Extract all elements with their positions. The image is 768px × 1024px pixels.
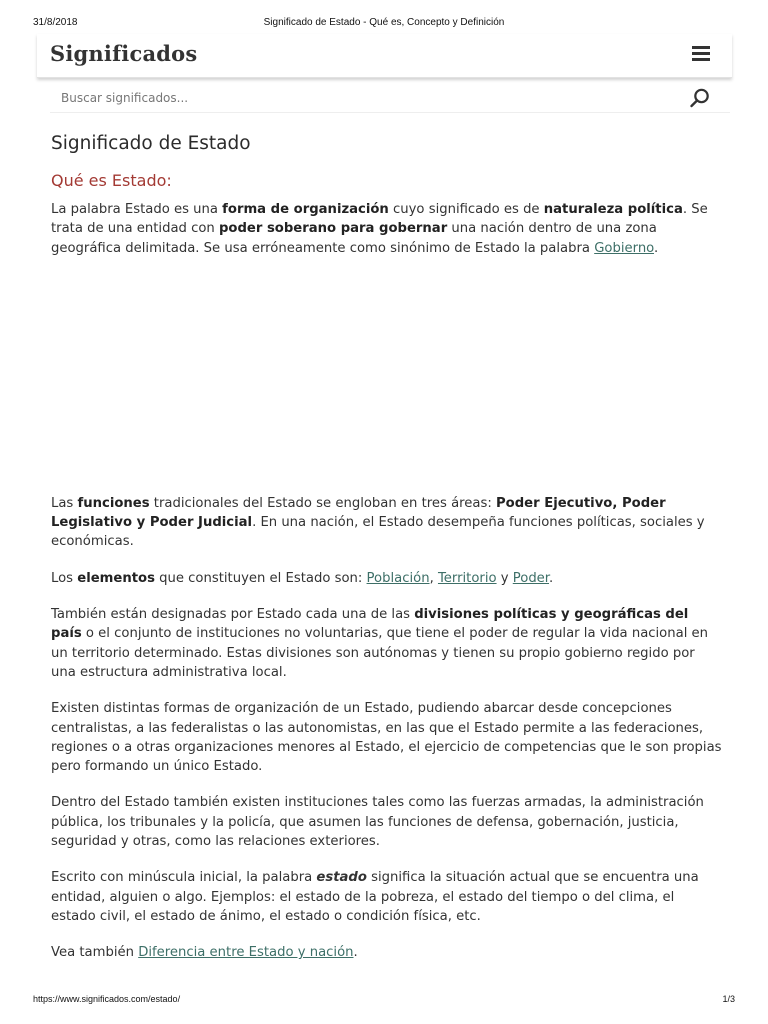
text: . bbox=[353, 945, 358, 961]
menu-bar bbox=[692, 46, 710, 49]
text: una nación dentro de una zona geográfica delimitada. Se usa erróneamente como sinónimo de Estado la palabra bbox=[51, 221, 657, 256]
site-header bbox=[37, 34, 732, 78]
instituciones-paragraph: Dentro del Estado también existen instituciones tales como las fuerzas armadas, la administración pública, los tribunales y la policía, que asumen las funciones de defensa, gobernación, justicia, seguridad y otras, como las relaciones exteriores. bbox=[51, 795, 704, 850]
bold-text: forma de organización bbox=[222, 202, 389, 217]
site-logo[interactable]: Significados bbox=[50, 41, 198, 66]
text: . bbox=[549, 570, 554, 586]
intro-paragraph bbox=[51, 200, 723, 258]
print-url: https://www.significados.com/estado/ bbox=[33, 994, 181, 1004]
print-title: Significado de Estado - Qué es, Concepto y Definición bbox=[263, 17, 505, 28]
bold-text: elementos bbox=[77, 570, 155, 586]
elementos-paragraph bbox=[51, 569, 723, 588]
funciones-paragraph bbox=[51, 494, 723, 552]
bold-text: divisiones políticas y geográficas del país bbox=[51, 607, 689, 642]
text: También están designadas por Estado cada una de las bbox=[51, 607, 415, 623]
formas-paragraph: Existen distintas formas de organización de un Estado, pudiendo abarcar desde concepciones centralistas, a las federalistas o las autonomistas, en las que el Estado permite a las federaciones, regiones o a otras organizaciones menores al Estado, el ejercicio de competencias que le son propias pero formando un único Estado. bbox=[51, 701, 722, 775]
search-bar bbox=[50, 83, 730, 113]
article bbox=[51, 132, 723, 963]
search-icon[interactable] bbox=[689, 88, 711, 108]
section-heading: Qué es Estado: bbox=[51, 171, 172, 190]
text: Los bbox=[51, 570, 78, 586]
bold-text: Poder Ejecutivo, Poder Legislativo y Poder Judicial bbox=[51, 495, 666, 531]
divisiones-paragraph bbox=[51, 605, 723, 682]
ad-space bbox=[51, 258, 723, 494]
diferencia-link[interactable]: Diferencia entre Estado y nación bbox=[138, 945, 354, 961]
poblacion-link[interactable]: Población bbox=[366, 570, 430, 586]
text: . bbox=[654, 240, 659, 256]
search-input[interactable] bbox=[50, 85, 670, 111]
print-page-number: 1/3 bbox=[722, 994, 735, 1004]
vea-tambien-paragraph bbox=[51, 943, 723, 962]
print-date: 31/8/2018 bbox=[33, 17, 78, 28]
text: La palabra Estado es una bbox=[51, 202, 223, 217]
text: Escrito con minúscula inicial, la palabra bbox=[51, 870, 317, 886]
menu-bar bbox=[692, 52, 710, 55]
text: que constituyen el Estado son: bbox=[154, 570, 367, 586]
menu-bar bbox=[692, 58, 710, 61]
text: significa la situación actual que se encuentra una entidad, alguien o algo. Ejemplos: el estado de la pobreza, el estado del tiempo o del clima, el estado civil, el estado de ánimo, el estado o condición física, etc. bbox=[51, 870, 699, 924]
text: . Se trata de una entidad con bbox=[51, 202, 708, 237]
bold-text: poder soberano para gobernar bbox=[218, 221, 448, 237]
bold-text: funciones bbox=[77, 495, 150, 511]
gobierno-link[interactable]: Gobierno bbox=[594, 240, 655, 256]
print-header bbox=[33, 17, 735, 31]
text: Las bbox=[51, 495, 78, 511]
text: . En una nación, el Estado desempeña funciones políticas, sociales y económicas. bbox=[51, 515, 705, 550]
page-title: Significado de Estado bbox=[51, 133, 251, 154]
print-footer bbox=[33, 994, 735, 1008]
minuscula-paragraph bbox=[51, 868, 723, 926]
text: o el conjunto de instituciones no voluntarias, que tiene el poder de regular la vida nacional en un territorio determinado. Estas divisiones son autónomas y tienen su propio gobierno regido por una estructura administrativa local. bbox=[51, 626, 709, 680]
bold-text: naturaleza política bbox=[543, 202, 683, 217]
territorio-link[interactable]: Territorio bbox=[437, 570, 497, 586]
hamburger-menu-icon[interactable] bbox=[692, 46, 712, 64]
text: y bbox=[496, 570, 513, 586]
poder-link[interactable]: Poder bbox=[512, 570, 550, 586]
text: Vea también bbox=[51, 945, 139, 961]
italic-text: estado bbox=[316, 870, 367, 886]
text: tradicionales del Estado se engloban en tres áreas: bbox=[149, 495, 496, 511]
text: cuyo significado es de bbox=[388, 202, 544, 217]
text: , bbox=[429, 570, 438, 586]
